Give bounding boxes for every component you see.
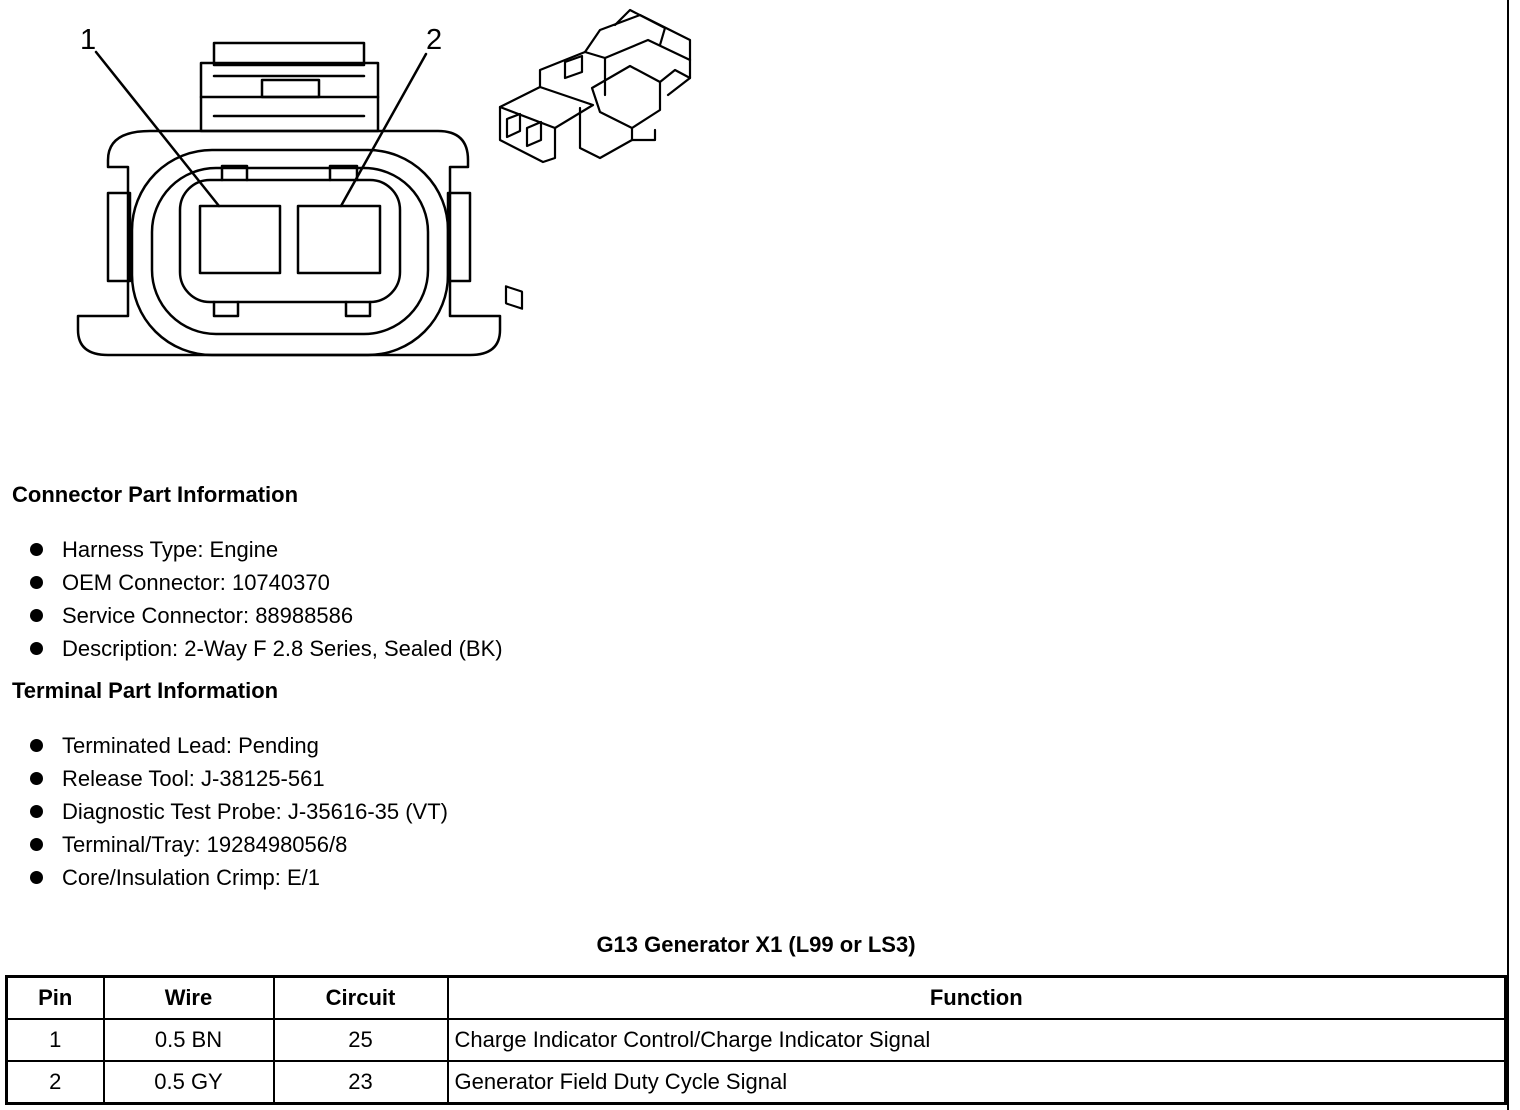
- cell-function: Generator Field Duty Cycle Signal: [448, 1061, 1506, 1104]
- pin-1-cavity: [200, 206, 280, 273]
- connector-diagram: [0, 0, 760, 400]
- list-item: Release Tool: J-38125-561: [30, 762, 448, 795]
- terminal-info-heading: Terminal Part Information: [12, 678, 279, 703]
- connector-info-heading: Connector Part Information: [12, 482, 299, 507]
- pin-table-title: G13 Generator X1 (L99 or LS3): [596, 932, 916, 957]
- table-header-row: [7, 977, 1506, 1020]
- list-item: Terminal/Tray: 1928498056/8: [30, 828, 448, 861]
- bullet-icon: [30, 609, 43, 622]
- header-circuit: Circuit: [274, 977, 448, 1020]
- list-item: Harness Type: Engine: [30, 533, 503, 566]
- list-item: Diagnostic Test Probe: J-35616-35 (VT): [30, 795, 448, 828]
- cell-circuit: 23: [274, 1061, 448, 1104]
- list-item: OEM Connector: 10740370: [30, 566, 503, 599]
- bullet-icon: [30, 642, 43, 655]
- pin-2-label: 2: [426, 24, 443, 56]
- cell-wire: 0.5 BN: [104, 1019, 274, 1061]
- pin-table: [5, 975, 1507, 1105]
- header-function: Function: [448, 977, 1506, 1020]
- header-wire: Wire: [104, 977, 274, 1020]
- pin-2-cavity: [298, 206, 380, 273]
- table-row: [7, 1061, 1506, 1104]
- terminal-info-list: [30, 729, 448, 894]
- bullet-icon: [30, 739, 43, 752]
- list-item: Terminated Lead: Pending: [30, 729, 448, 762]
- bullet-icon: [30, 576, 43, 589]
- bullet-icon: [30, 838, 43, 851]
- bullet-icon: [30, 772, 43, 785]
- cell-function: Charge Indicator Control/Charge Indicator Signal: [448, 1019, 1506, 1061]
- connector-info-list: [30, 533, 503, 665]
- pin-1-label: 1: [80, 24, 97, 56]
- table-row: [7, 1019, 1506, 1061]
- cell-circuit: 25: [274, 1019, 448, 1061]
- list-item: Service Connector: 88988586: [30, 599, 503, 632]
- bullet-icon: [30, 543, 43, 556]
- connector-isometric-view: [500, 10, 690, 309]
- header-pin: Pin: [7, 977, 104, 1020]
- bullet-icon: [30, 805, 43, 818]
- list-item: Description: 2-Way F 2.8 Series, Sealed (BK): [30, 632, 503, 665]
- cell-pin: 2: [7, 1061, 104, 1104]
- cell-pin: 1: [7, 1019, 104, 1061]
- cell-wire: 0.5 GY: [104, 1061, 274, 1104]
- bullet-icon: [30, 871, 43, 884]
- connector-face-view: [78, 43, 500, 355]
- list-item: Core/Insulation Crimp: E/1: [30, 861, 448, 894]
- connector-figure: [0, 0, 760, 400]
